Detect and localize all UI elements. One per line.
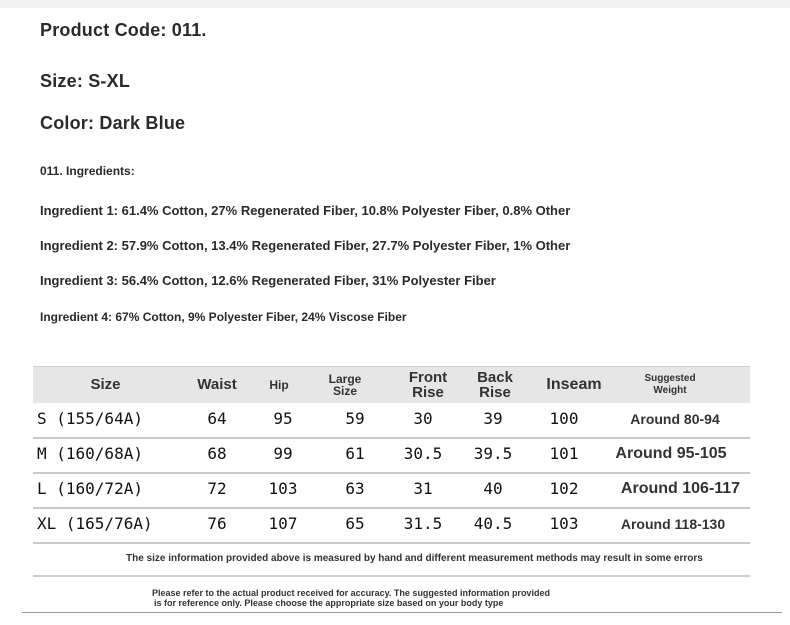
header-hip: Hip	[269, 378, 289, 392]
cell-waist: 76	[207, 514, 227, 533]
cell-weight: Around 95-105	[615, 444, 727, 462]
table-row	[33, 402, 750, 439]
cell-large-size: 59	[345, 409, 365, 428]
header-front-rise	[393, 367, 463, 403]
cell-front-rise: 30.5	[403, 444, 443, 463]
cell-front-rise: 31	[413, 479, 433, 498]
cell-hip: 107	[268, 514, 298, 533]
ingredient-line-1: Ingredient 1: 61.4% Cotton, 27% Regenerated Fiber, 10.8% Polyester Fiber, 0.8% Other	[40, 203, 571, 218]
header-size: Size	[90, 376, 121, 393]
cell-inseam: 101	[549, 444, 579, 463]
header-large-size	[315, 367, 375, 403]
cell-hip: 95	[273, 409, 293, 428]
cell-inseam: 102	[549, 479, 579, 498]
table-row	[33, 507, 750, 544]
cell-inseam: 103	[549, 514, 579, 533]
header-waist: Waist	[197, 376, 237, 393]
cell-size: M (160/68A)	[37, 444, 143, 463]
cell-front-rise: 31.5	[403, 514, 443, 533]
cell-weight: Around 118-130	[620, 515, 726, 532]
header-large-size-line-1: Large	[328, 372, 362, 386]
divider	[33, 575, 750, 577]
cell-size: XL (165/76A)	[37, 514, 153, 533]
cell-large-size: 61	[345, 444, 365, 463]
cell-size: L (160/72A)	[37, 479, 143, 498]
header-suggested-weight-line-2: Weight	[653, 385, 687, 396]
size-range: Size: S-XL	[40, 71, 131, 91]
bottom-divider	[22, 612, 782, 613]
cell-back-rise: 39	[483, 409, 503, 428]
header-front-rise-line-2: Rise	[412, 384, 444, 401]
reference-note-line-1: Please refer to the actual product received for accuracy. The suggested information provided	[152, 588, 550, 598]
product-color: Color: Dark Blue	[40, 113, 186, 133]
reference-note-line-2: is for reference only. Please choose the appropriate size based on your body type	[154, 598, 504, 608]
cell-inseam: 100	[549, 409, 579, 428]
top-band	[0, 0, 790, 8]
header-back-rise-line-2: Rise	[479, 384, 511, 401]
cell-back-rise: 39.5	[473, 444, 513, 463]
header-back-rise	[463, 367, 527, 403]
ingredient-line-4: Ingredient 4: 67% Cotton, 9% Polyester Fiber, 24% Viscose Fiber	[40, 310, 407, 324]
ingredient-line-2: Ingredient 2: 57.9% Cotton, 13.4% Regenerated Fiber, 27.7% Polyester Fiber, 1% Other	[40, 238, 571, 253]
table-row	[33, 437, 750, 474]
cell-waist: 72	[207, 479, 227, 498]
header-suggested-weight-line-1: Suggested	[644, 373, 696, 384]
cell-large-size: 63	[345, 479, 365, 498]
product-code: Product Code: 011.	[40, 20, 207, 40]
ingredients-title: 011. Ingredients:	[40, 164, 135, 178]
cell-back-rise: 40	[483, 479, 503, 498]
cell-weight: Around 106-117	[620, 479, 741, 497]
reference-note	[152, 588, 652, 608]
ingredient-line-3: Ingredient 3: 56.4% Cotton, 12.6% Regenerated Fiber, 31% Polyester Fiber	[40, 273, 496, 288]
header-large-size-line-2: Size	[332, 384, 357, 398]
cell-front-rise: 30	[413, 409, 433, 428]
header-suggested-weight	[625, 367, 715, 403]
cell-hip: 103	[268, 479, 298, 498]
cell-size: S (155/64A)	[37, 409, 143, 428]
cell-back-rise: 40.5	[473, 514, 513, 533]
header-inseam: Inseam	[546, 376, 602, 393]
cell-waist: 64	[207, 409, 227, 428]
header-back-rise-line-1: Back	[477, 369, 513, 386]
cell-hip: 99	[273, 444, 293, 463]
table-row	[33, 472, 750, 509]
cell-waist: 68	[207, 444, 227, 463]
table-header	[33, 366, 750, 403]
cell-weight: Around 80-94	[630, 410, 720, 427]
header-front-rise-line-1: Front	[408, 369, 448, 386]
measurement-note: The size information provided above is measured by hand and different measurement methods may result in some errors	[126, 553, 703, 564]
cell-large-size: 65	[345, 514, 365, 533]
